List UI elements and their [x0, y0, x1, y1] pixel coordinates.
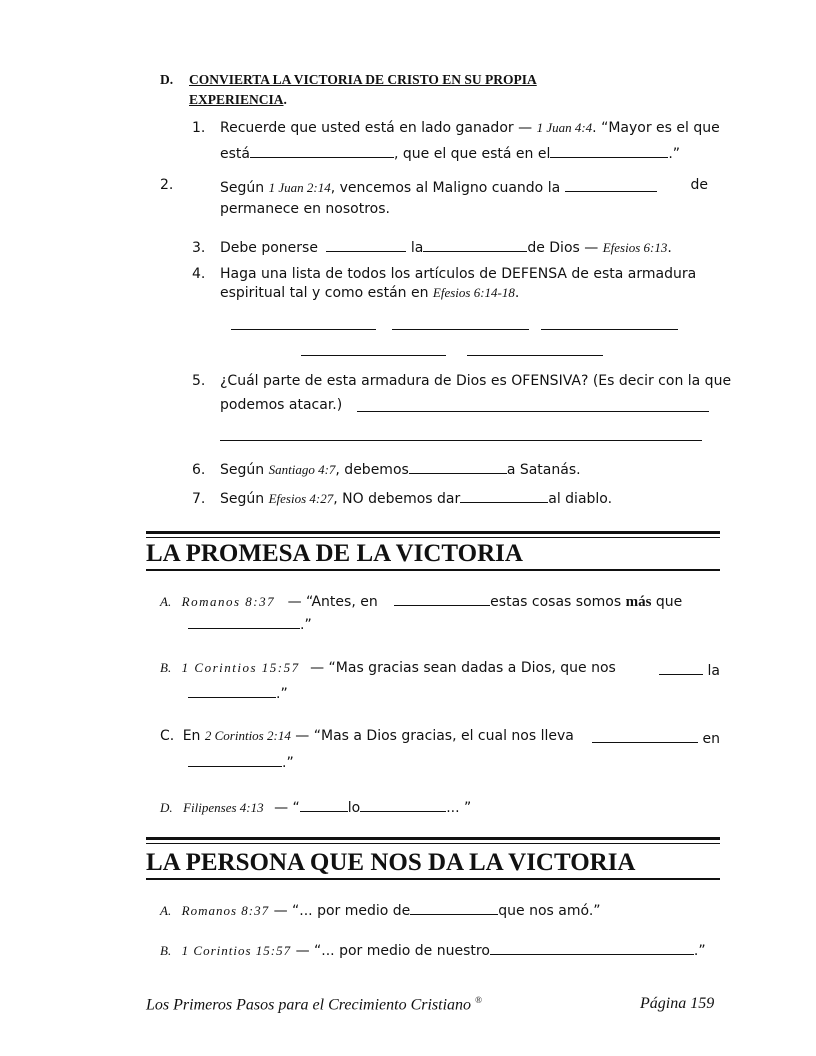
promesa-item-b-line2 — [188, 683, 288, 702]
footer-title-text: Los Primeros Pasos para el Crecimiento Cristiano — [146, 996, 472, 1014]
scripture-ref: Efesios 6:14-18 — [432, 285, 515, 300]
item-text: , NO debemos dar — [333, 491, 461, 507]
answer-blank[interactable] — [541, 329, 678, 330]
scripture-ref: Efesios 4:27 — [268, 491, 334, 506]
answer-blank[interactable] — [326, 237, 406, 252]
item-text: — “Mas a Dios gracias, el cual nos lleva — [295, 728, 574, 744]
item-text: Según — [220, 462, 265, 478]
item-text: la — [707, 663, 720, 679]
answer-blank[interactable] — [250, 143, 394, 158]
item-text: Debe ponerse — [220, 240, 318, 256]
footer-page-number: Página 159 — [640, 995, 715, 1012]
item-text: espiritual tal y como están en — [220, 285, 429, 301]
item-number: 6. — [192, 462, 206, 478]
item-text: a Satanás. — [506, 462, 581, 478]
footer-book-title — [146, 995, 482, 1014]
scripture-ref: 1 Corintios 15:57 — [181, 660, 300, 675]
item-6 — [192, 459, 581, 478]
promesa-item-a-line2 — [188, 614, 312, 633]
promesa-item-c-line2 — [188, 752, 294, 771]
item-1-line2 — [220, 143, 680, 162]
item-text: . — [514, 285, 520, 301]
item-text: .” — [300, 617, 312, 633]
item-letter: D. — [160, 800, 173, 815]
scripture-ref: 1 Corintios 15:57 — [181, 943, 292, 958]
item-text: , que el que está en el — [393, 146, 551, 162]
item-text: de — [690, 177, 708, 193]
item-number: 2. — [160, 177, 174, 193]
item-number: 5. — [192, 373, 206, 389]
answer-blank[interactable] — [392, 329, 529, 330]
answer-blank[interactable] — [301, 355, 446, 356]
item-7 — [192, 488, 612, 507]
section-divider — [146, 537, 720, 538]
item-letter: B. — [160, 943, 172, 958]
answer-blank[interactable] — [467, 355, 603, 356]
answer-blank[interactable] — [490, 940, 694, 955]
item-text: Recuerde que usted está en lado ganador — — [220, 120, 533, 136]
scripture-ref: Efesios 6:13 — [602, 240, 668, 255]
item-text: está — [220, 146, 250, 162]
item-text: que — [655, 594, 683, 610]
item-text: de Dios — — [527, 240, 599, 256]
section-divider — [146, 837, 720, 840]
item-text: , debemos — [335, 462, 409, 478]
item-letter: B. — [160, 660, 172, 675]
item-2-line2: permanece en nosotros. — [220, 201, 390, 217]
answer-blank[interactable] — [460, 488, 548, 503]
item-number: 7. — [192, 491, 206, 507]
item-text: estas cosas somos — [490, 594, 622, 610]
answer-blank[interactable] — [659, 660, 703, 675]
item-text: .” — [693, 943, 706, 959]
item-letter: A. — [160, 594, 172, 609]
section-title-persona: LA PERSONA QUE NOS DA LA VICTORIA — [146, 848, 720, 880]
item-text: lo — [347, 800, 361, 816]
item-letter: C. — [160, 728, 175, 744]
section-d-title-line2-wrap: EXPERIENCIA. — [189, 92, 287, 107]
item-1 — [192, 120, 720, 136]
item-text: . “Mayor es el que — [592, 120, 720, 136]
answer-blank[interactable] — [550, 143, 668, 158]
item-text: .” — [276, 686, 288, 702]
scripture-ref: Romanos 8:37 — [181, 594, 276, 609]
answer-blank[interactable] — [423, 237, 527, 252]
section-letter: D. — [160, 72, 174, 87]
item-5-line2 — [220, 397, 342, 413]
answer-blank[interactable] — [592, 728, 698, 743]
scripture-ref: Filipenses 4:13 — [183, 800, 264, 815]
item-text: ¿Cuál parte de esta armadura de Dios es OFENSIVA? (Es decir con la que — [220, 373, 732, 389]
scripture-ref: 1 Juan 4:4 — [536, 120, 593, 135]
promesa-item-a — [160, 591, 720, 611]
answer-blank[interactable] — [410, 900, 498, 915]
answer-blank[interactable] — [565, 177, 657, 192]
item-text: , vencemos al Maligno cuando la — [330, 180, 561, 196]
persona-item-a — [160, 900, 601, 919]
section-divider — [146, 843, 720, 844]
persona-item-b — [160, 940, 706, 959]
item-text: al diablo. — [548, 491, 613, 507]
section-d-title-line1: CONVIERTA LA VICTORIA DE CRISTO EN SU PROPIA — [189, 72, 537, 87]
item-4-line2 — [220, 285, 519, 301]
item-2 — [160, 177, 173, 193]
item-text: que nos amó.” — [498, 903, 601, 919]
scripture-ref: 1 Juan 2:14 — [268, 180, 331, 195]
section-divider — [146, 531, 720, 534]
answer-blank[interactable] — [357, 411, 709, 412]
item-text: en — [702, 731, 720, 747]
registered-mark: ® — [475, 995, 482, 1005]
section-d-title-line2: EXPERIENCIA — [189, 92, 284, 107]
item-text: la — [410, 240, 424, 256]
item-text: . — [667, 240, 672, 256]
scripture-ref: Romanos 8:37 — [181, 903, 270, 918]
answer-blank[interactable] — [231, 329, 376, 330]
promesa-item-d — [160, 797, 471, 816]
section-title-promesa: LA PROMESA DE LA VICTORIA — [146, 539, 720, 571]
item-text: podemos atacar.) — [220, 397, 343, 413]
item-number: 1. — [192, 120, 206, 136]
item-number: 4. — [192, 266, 206, 282]
item-text: .” — [282, 755, 294, 771]
item-text: En — [182, 728, 201, 744]
answer-blank[interactable] — [188, 683, 276, 698]
item-text: Según — [220, 180, 265, 196]
promesa-item-c — [160, 728, 720, 747]
item-text: — “Mas gracias sean dadas a Dios, que nos — [310, 660, 616, 676]
item-text: Haga una lista de todos los artículos de DEFENSA de esta armadura — [220, 266, 697, 282]
item-2-line1 — [220, 177, 708, 196]
answer-blank[interactable] — [394, 591, 490, 606]
item-text: ... ” — [446, 800, 472, 816]
item-text: — “Antes, en — [287, 594, 378, 610]
emphasis-word: más — [625, 594, 652, 610]
promesa-item-b — [160, 660, 720, 679]
answer-blank[interactable] — [220, 440, 702, 441]
answer-blank[interactable] — [300, 797, 348, 812]
section-d-heading — [160, 72, 173, 88]
answer-blank[interactable] — [360, 797, 446, 812]
answer-blank[interactable] — [188, 752, 282, 767]
item-4 — [192, 266, 696, 282]
scripture-ref: Santiago 4:7 — [268, 462, 336, 477]
answer-blank[interactable] — [188, 614, 300, 629]
item-5 — [192, 373, 731, 389]
scripture-ref: 2 Corintios 2:14 — [204, 728, 291, 743]
item-letter: A. — [160, 903, 172, 918]
item-number: 3. — [192, 240, 206, 256]
item-3 — [192, 237, 672, 256]
answer-blank[interactable] — [409, 459, 507, 474]
item-text: — “... por medio de — [273, 903, 411, 919]
item-text: Según — [220, 491, 265, 507]
item-text: .” — [668, 146, 681, 162]
item-text: — “... por medio de nuestro — [295, 943, 490, 959]
item-text: — “ — [274, 800, 300, 816]
